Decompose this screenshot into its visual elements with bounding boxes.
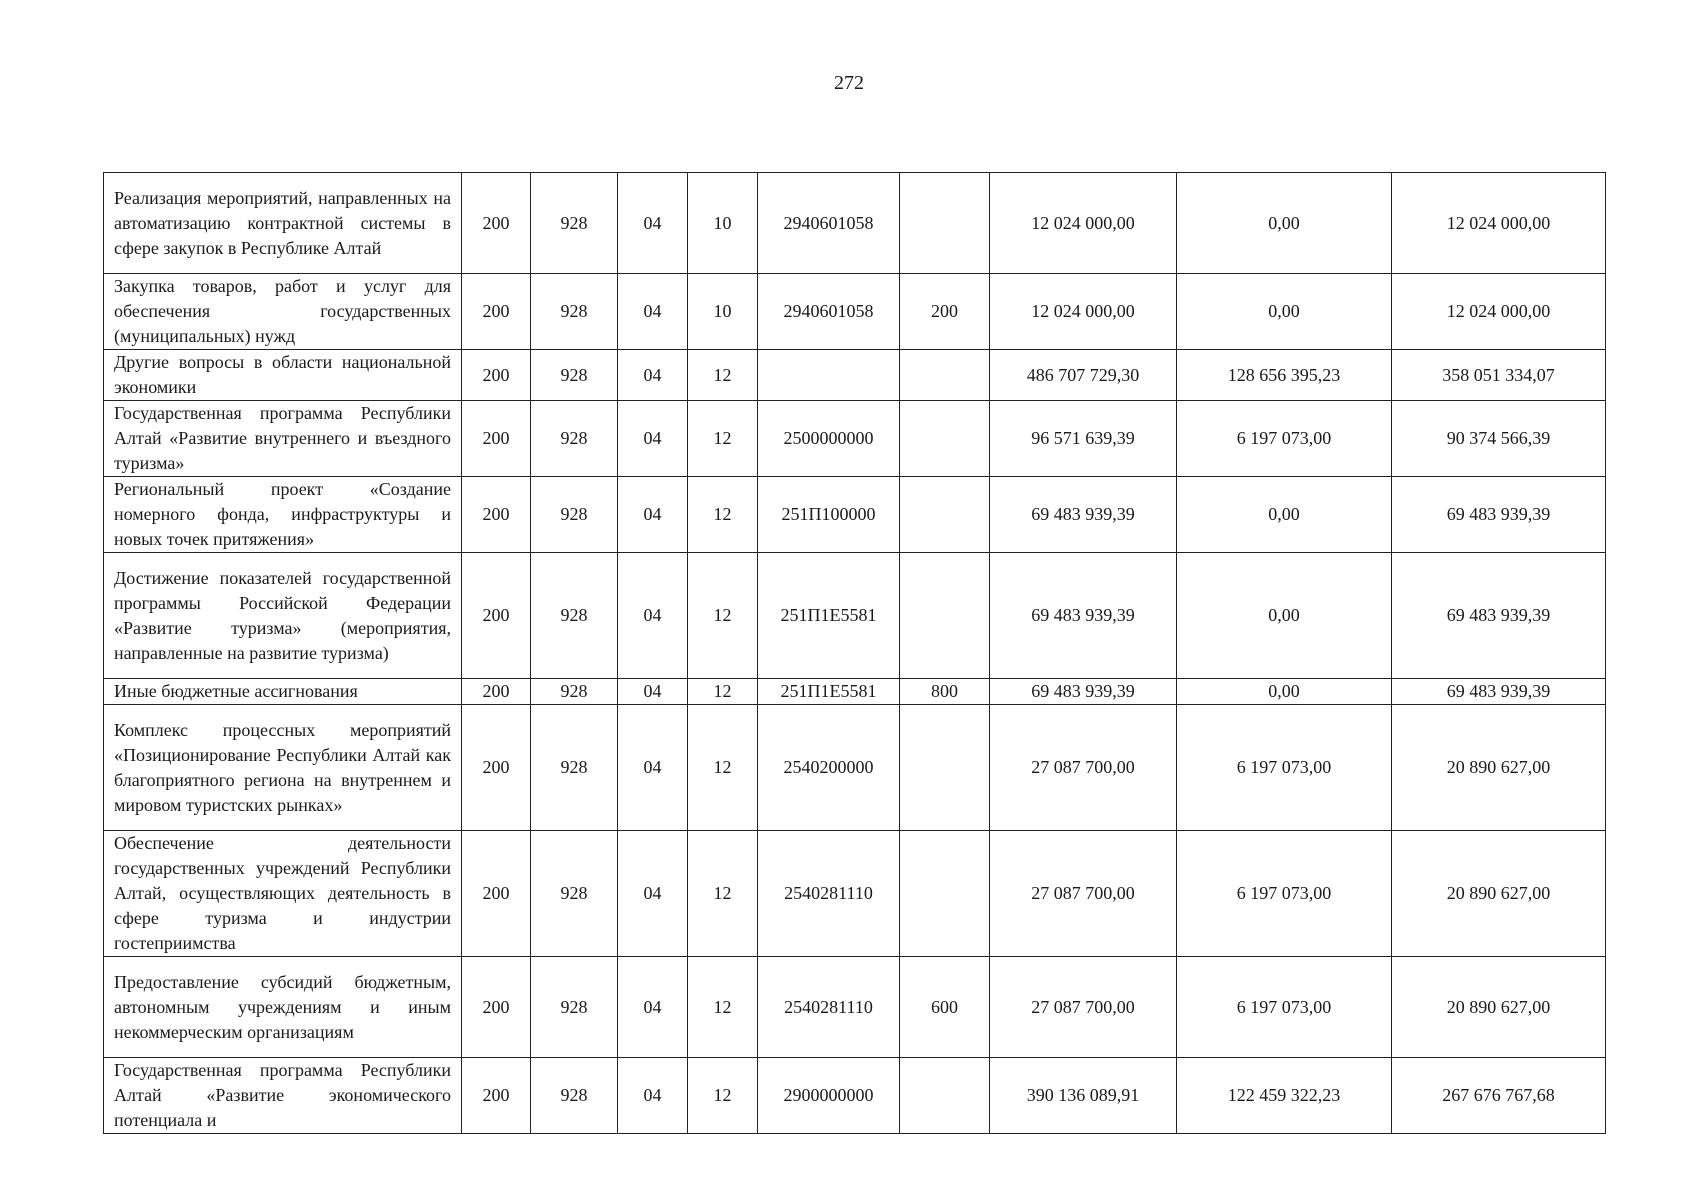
cell-sum2: 0,00 [1177,477,1392,553]
cell-sum2: 128 656 395,23 [1177,350,1392,401]
cell-c4: 12 [688,350,758,401]
cell-c4: 10 [688,173,758,274]
cell-c1: 200 [462,350,531,401]
cell-sum2: 6 197 073,00 [1177,705,1392,831]
cell-sum2: 6 197 073,00 [1177,957,1392,1058]
row-name: Государственная программа Республики Алтай «Развитие экономического потенциала и [104,1058,462,1134]
cell-kind [900,173,990,274]
cell-code: 2940601058 [758,173,900,274]
cell-sum1: 27 087 700,00 [990,957,1177,1058]
cell-sum2: 0,00 [1177,274,1392,350]
cell-c3: 04 [618,401,688,477]
cell-sum3: 69 483 939,39 [1392,477,1606,553]
cell-c2: 928 [531,401,618,477]
table-row [104,957,1606,1058]
page-number: 272 [834,72,864,94]
cell-sum3: 20 890 627,00 [1392,957,1606,1058]
cell-c1: 200 [462,401,531,477]
cell-code [758,350,900,401]
cell-kind [900,705,990,831]
cell-c3: 04 [618,1058,688,1134]
cell-c3: 04 [618,705,688,831]
row-name: Обеспечение деятельности государственных учреждений Республики Алтай, осуществляющих деятельность в сфере туризма и индустрии гостеприимства [104,831,462,957]
cell-c4: 12 [688,705,758,831]
cell-sum2: 6 197 073,00 [1177,831,1392,957]
cell-sum2: 0,00 [1177,173,1392,274]
cell-c1: 200 [462,274,531,350]
cell-c3: 04 [618,553,688,679]
cell-code: 2540200000 [758,705,900,831]
cell-sum1: 69 483 939,39 [990,553,1177,679]
cell-c4: 10 [688,274,758,350]
table-row [104,274,1606,350]
cell-c1: 200 [462,1058,531,1134]
cell-sum3: 20 890 627,00 [1392,705,1606,831]
cell-c4: 12 [688,1058,758,1134]
cell-c3: 04 [618,679,688,705]
cell-c2: 928 [531,350,618,401]
cell-sum3: 267 676 767,68 [1392,1058,1606,1134]
row-name: Государственная программа Республики Алтай «Развитие внутреннего и въездного туризма» [104,401,462,477]
budget-table [103,172,1606,1134]
cell-code: 2540281110 [758,957,900,1058]
cell-code: 2500000000 [758,401,900,477]
cell-code: 251П100000 [758,477,900,553]
row-name: Другие вопросы в области национальной экономики [104,350,462,401]
cell-sum1: 486 707 729,30 [990,350,1177,401]
cell-sum1: 12 024 000,00 [990,173,1177,274]
cell-sum2: 6 197 073,00 [1177,401,1392,477]
cell-sum1: 390 136 089,91 [990,1058,1177,1134]
cell-c3: 04 [618,477,688,553]
cell-c2: 928 [531,274,618,350]
cell-c3: 04 [618,831,688,957]
table-body [104,173,1606,1134]
row-name: Иные бюджетные ассигнования [104,679,462,705]
cell-sum3: 12 024 000,00 [1392,173,1606,274]
table-row [104,831,1606,957]
cell-c1: 200 [462,831,531,957]
cell-kind [900,553,990,679]
cell-c3: 04 [618,274,688,350]
cell-c1: 200 [462,679,531,705]
cell-c2: 928 [531,1058,618,1134]
cell-code: 251П1Е5581 [758,553,900,679]
cell-kind [900,401,990,477]
row-name: Закупка товаров, работ и услуг для обеспечения государственных (муниципальных) нужд [104,274,462,350]
cell-sum1: 96 571 639,39 [990,401,1177,477]
cell-code: 2540281110 [758,831,900,957]
cell-c2: 928 [531,705,618,831]
table-row [104,705,1606,831]
cell-kind: 800 [900,679,990,705]
cell-kind: 200 [900,274,990,350]
cell-c2: 928 [531,831,618,957]
cell-kind [900,350,990,401]
cell-sum1: 69 483 939,39 [990,477,1177,553]
table-row [104,401,1606,477]
cell-c1: 200 [462,705,531,831]
cell-sum2: 0,00 [1177,679,1392,705]
cell-c2: 928 [531,173,618,274]
row-name: Комплекс процессных мероприятий «Позиционирование Республики Алтай как благоприятного региона на внутреннем и мировом туристских рынках» [104,705,462,831]
cell-kind [900,1058,990,1134]
cell-sum1: 69 483 939,39 [990,679,1177,705]
row-name: Реализация мероприятий, направленных на автоматизацию контрактной системы в сфере закупок в Республике Алтай [104,173,462,274]
cell-sum1: 27 087 700,00 [990,831,1177,957]
table-row [104,679,1606,705]
table-row [104,477,1606,553]
table-row [104,1058,1606,1134]
cell-c3: 04 [618,957,688,1058]
cell-c1: 200 [462,957,531,1058]
cell-c3: 04 [618,350,688,401]
table-row [104,350,1606,401]
cell-code: 2940601058 [758,274,900,350]
row-name: Достижение показателей государственной программы Российской Федерации «Развитие туризма» (мероприятия, направленные на развитие туризма) [104,553,462,679]
cell-code: 251П1Е5581 [758,679,900,705]
cell-sum1: 27 087 700,00 [990,705,1177,831]
cell-sum3: 20 890 627,00 [1392,831,1606,957]
cell-sum3: 90 374 566,39 [1392,401,1606,477]
cell-c1: 200 [462,173,531,274]
cell-sum2: 122 459 322,23 [1177,1058,1392,1134]
cell-c4: 12 [688,477,758,553]
table-row [104,553,1606,679]
cell-sum1: 12 024 000,00 [990,274,1177,350]
cell-sum3: 358 051 334,07 [1392,350,1606,401]
table-row [104,173,1606,274]
cell-kind [900,831,990,957]
cell-sum3: 12 024 000,00 [1392,274,1606,350]
cell-c1: 200 [462,553,531,679]
cell-c2: 928 [531,957,618,1058]
cell-c3: 04 [618,173,688,274]
cell-code: 2900000000 [758,1058,900,1134]
cell-sum2: 0,00 [1177,553,1392,679]
row-name: Региональный проект «Создание номерного фонда, инфраструктуры и новых точек притяжения» [104,477,462,553]
cell-c2: 928 [531,679,618,705]
row-name: Предоставление субсидий бюджетным, автономным учреждениям и иным некоммерческим организациям [104,957,462,1058]
cell-c1: 200 [462,477,531,553]
cell-c4: 12 [688,553,758,679]
cell-c4: 12 [688,957,758,1058]
cell-c4: 12 [688,679,758,705]
cell-c2: 928 [531,477,618,553]
cell-kind: 600 [900,957,990,1058]
cell-c2: 928 [531,553,618,679]
cell-c4: 12 [688,831,758,957]
cell-sum3: 69 483 939,39 [1392,679,1606,705]
cell-c4: 12 [688,401,758,477]
cell-kind [900,477,990,553]
cell-sum3: 69 483 939,39 [1392,553,1606,679]
